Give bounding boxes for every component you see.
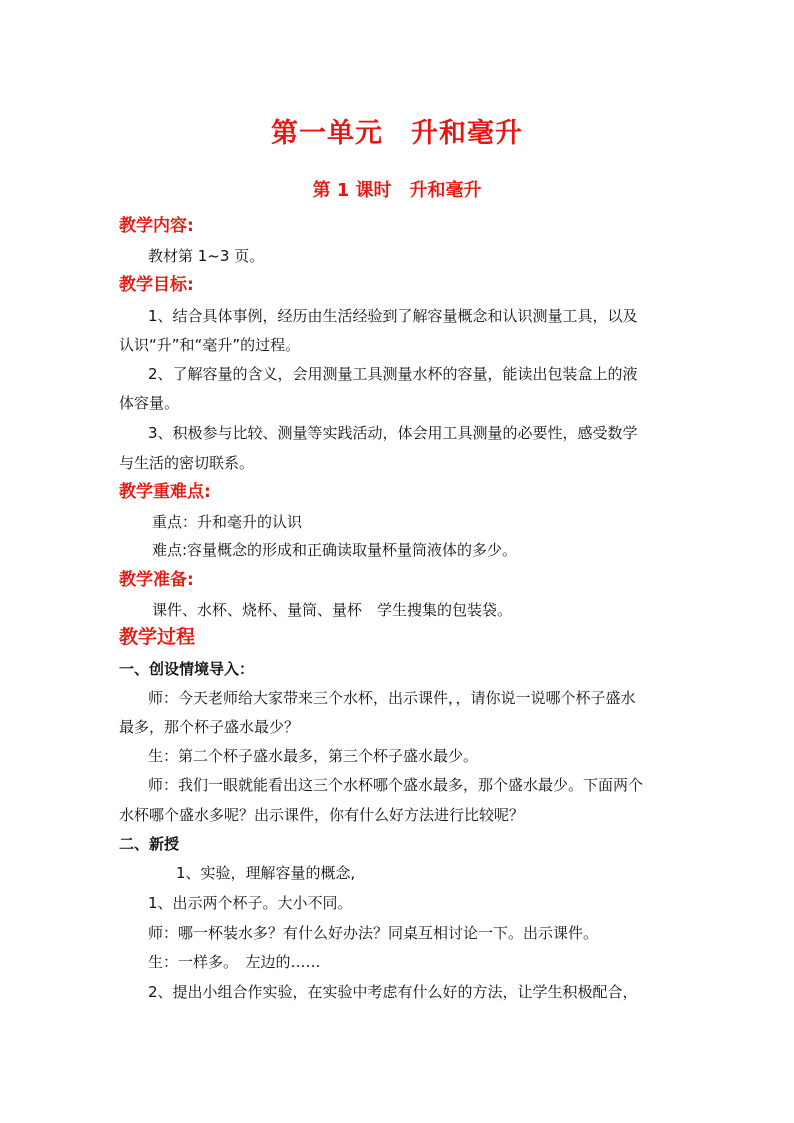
- goal-3-line-1: 3、积极参与比较、测量等实践活动，体会用工具测量的必要性，感受数学: [148, 424, 638, 442]
- preparation-heading: 教学准备:: [119, 570, 194, 590]
- content-text: 教材第 1~3 页。: [148, 247, 265, 265]
- goal-2-line-2: 体容量。: [119, 394, 180, 412]
- paragraph-3-line-2: 水杯哪个盛水多呢？出示课件，你有什么好方法进行比较呢？: [119, 806, 525, 824]
- paragraph-8: 2、提出小组合作实验，在实验中考虑有什么好的方法，让学生积极配合，: [148, 983, 638, 1001]
- paragraph-4: 1、实验，理解容量的概念,: [176, 864, 356, 882]
- preparation-text: 课件、水杯、烧杯、量筒、量杯 学生搜集的包装袋。: [152, 601, 513, 619]
- goals-heading: 教学目标:: [119, 275, 194, 295]
- paragraph-1-line-2: 最多，那个杯子盛水最少？: [119, 718, 300, 736]
- paragraph-5: 1、出示两个杯子。大小不同。: [148, 894, 353, 912]
- goal-1-line-1: 1、结合具体事例，经历由生活经验到了解容量概念和认识测量工具，以及: [148, 307, 638, 325]
- paragraph-7: 生：一样多。 左边的……: [148, 953, 321, 971]
- key-point: 重点：升和毫升的认识: [152, 513, 303, 531]
- goal-2-line-1: 2、了解容量的含义，会用测量工具测量水杯的容量，能读出包装盒上的液: [148, 365, 638, 383]
- paragraph-3-line-1: 师：我们一眼就能看出这三个水杯哪个盛水最多，那个盛水最少。下面两个: [148, 776, 644, 794]
- part-1-heading: 一、创设情境导入：: [119, 660, 255, 678]
- part-2-heading: 二、新授: [119, 835, 180, 853]
- paragraph-2: 生：第二个杯子盛水最多，第三个杯子盛水最少。: [148, 747, 479, 765]
- goal-1-line-2: 认识“升”和“毫升”的过程。: [119, 336, 301, 354]
- unit-title: 第一单元 升和毫升: [271, 118, 523, 149]
- content-heading: 教学内容:: [119, 216, 194, 236]
- paragraph-1-line-1: 师：今天老师给大家带来三个水杯，出示课件，，请你说一说哪个杯子盛水: [148, 689, 636, 707]
- difficult-point: 难点:容量概念的形成和正确读取量杯量筒液体的多少。: [152, 541, 518, 559]
- lesson-title: 第 1 课时 升和毫升: [312, 180, 482, 201]
- process-heading: 教学过程: [119, 626, 196, 648]
- key-points-heading: 教学重难点:: [119, 482, 211, 502]
- goal-3-line-2: 与生活的密切联系。: [119, 454, 255, 472]
- paragraph-6: 师：哪一杯装水多？有什么好办法？同桌互相讨论一下。出示课件。: [148, 924, 599, 942]
